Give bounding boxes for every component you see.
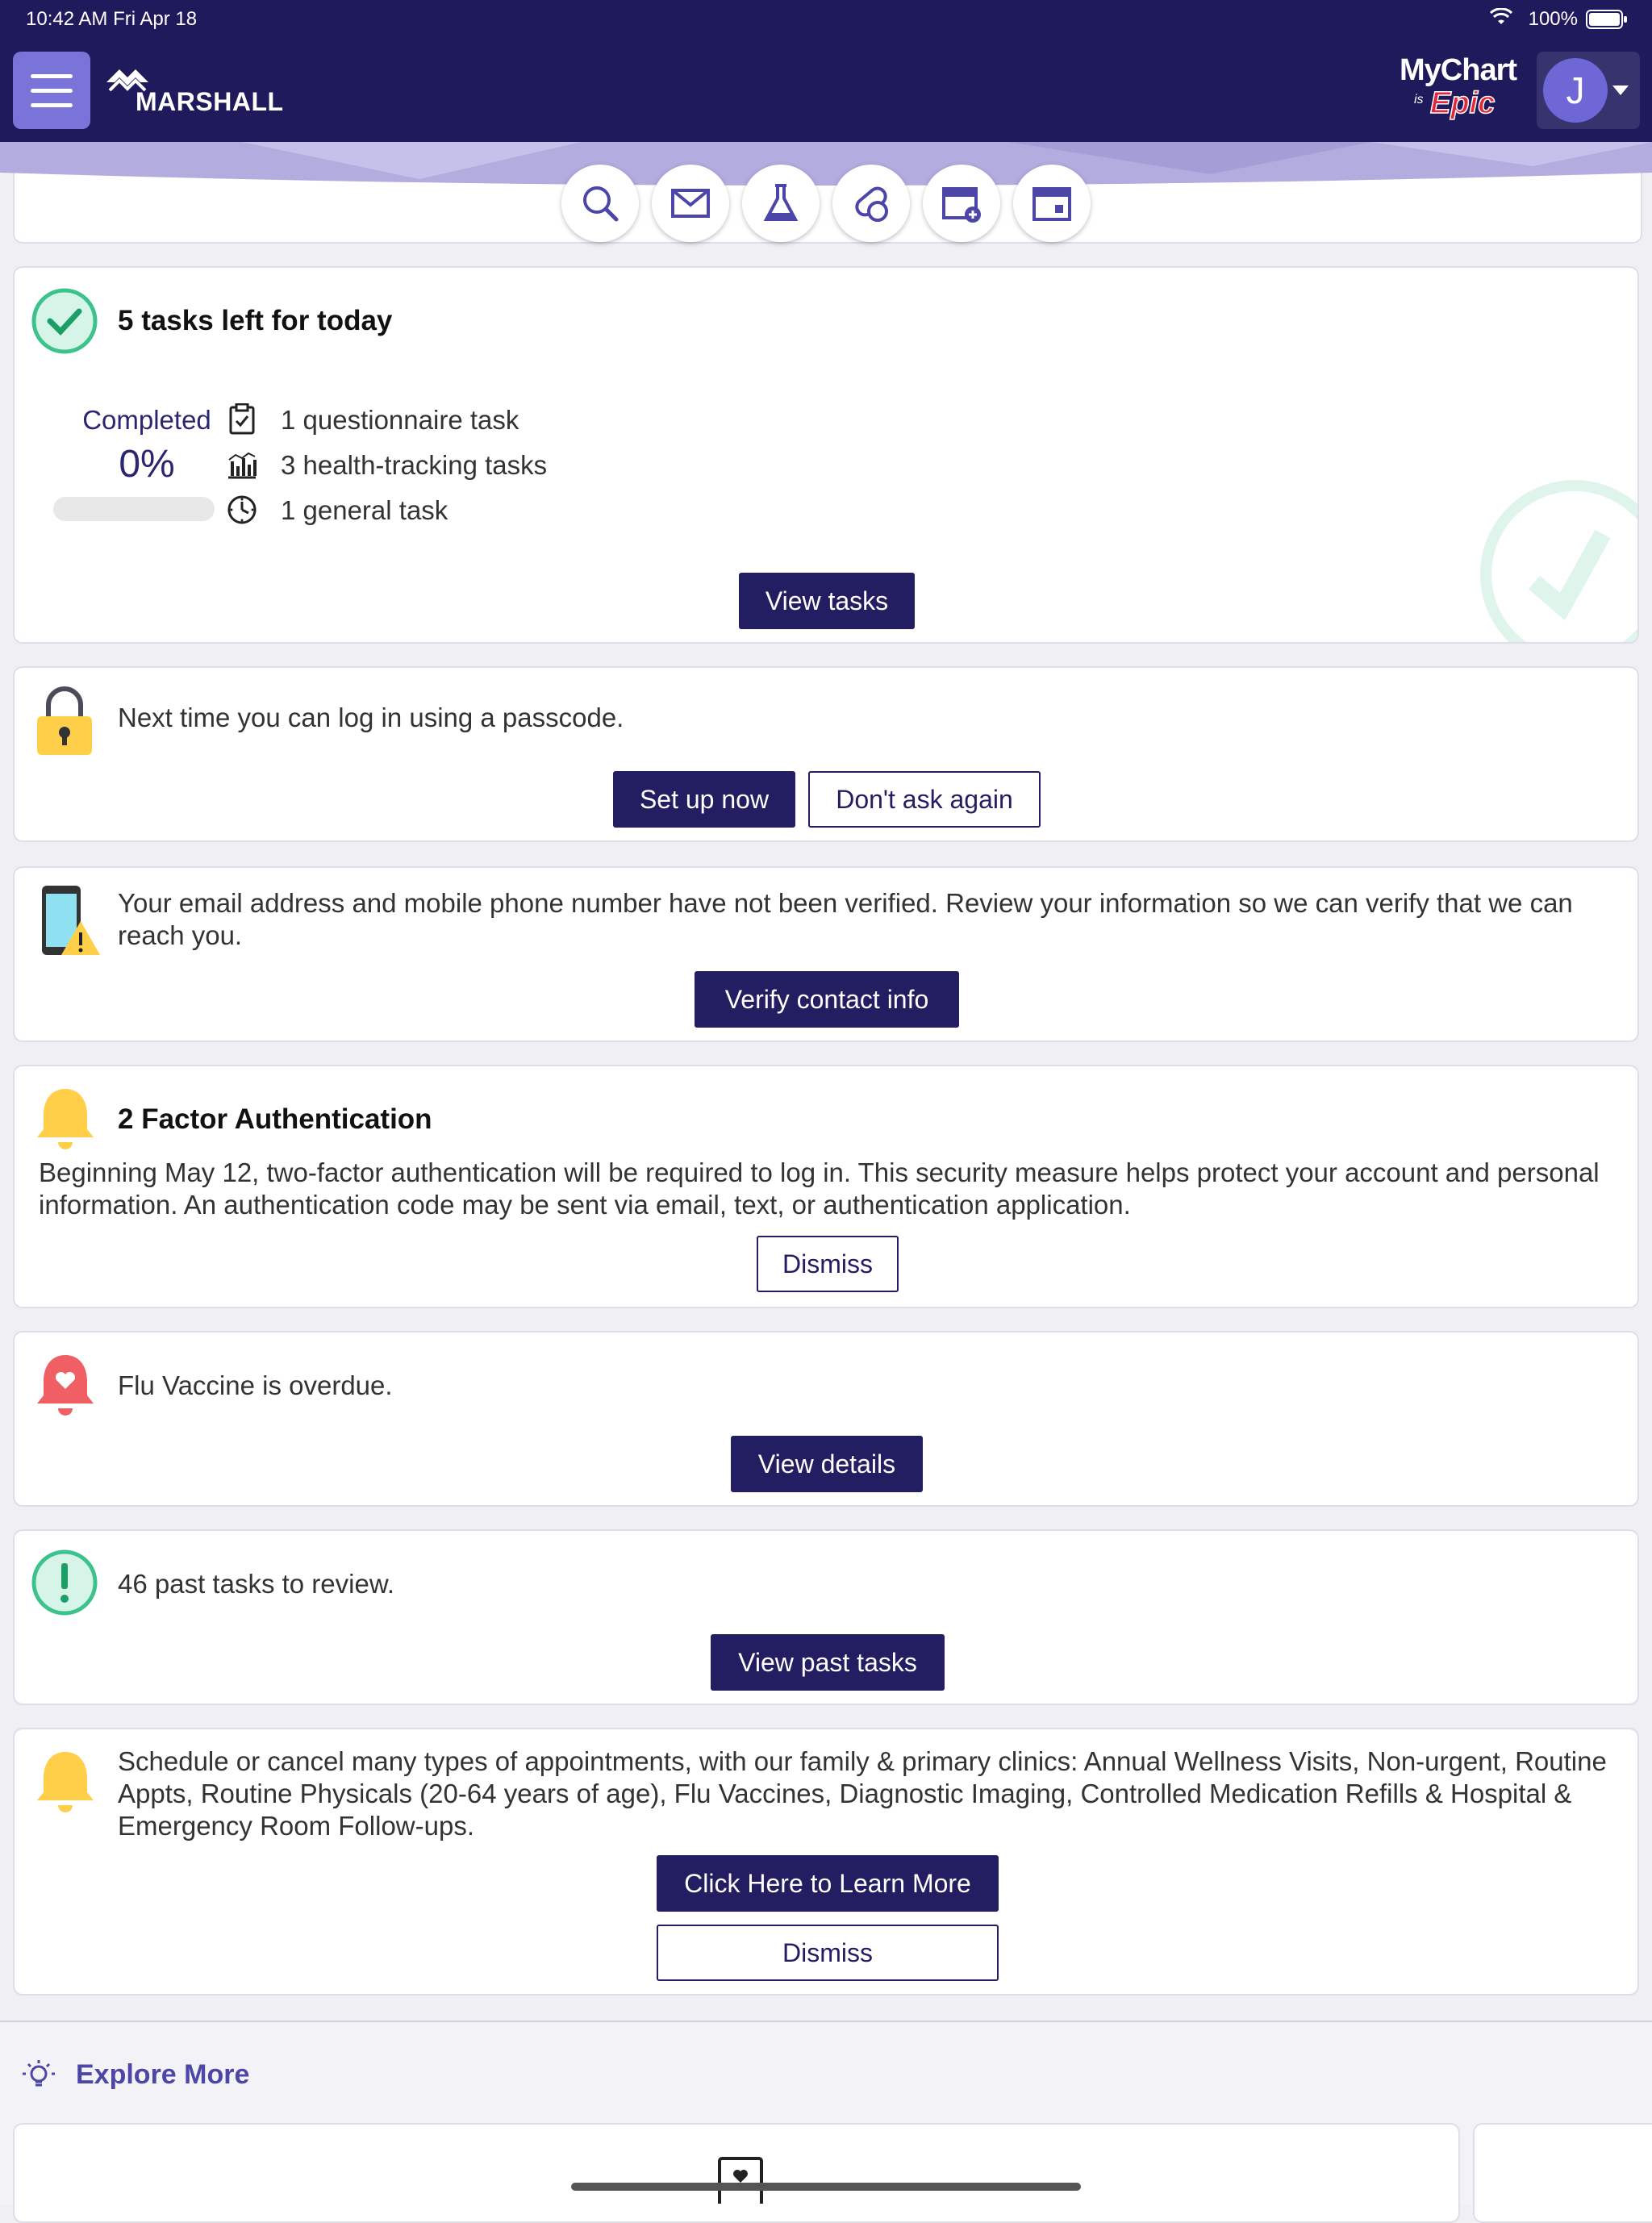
brand-name: MARSHALL (136, 87, 284, 116)
passcode-text: Next time you can log in using a passcode. (118, 703, 624, 732)
bell-icon (31, 1747, 100, 1816)
task-item-questionnaire (281, 405, 519, 436)
status-time: 10:42 AM Fri Apr 18 (26, 8, 198, 30)
pill-icon (850, 182, 892, 224)
lightbulb-icon (21, 2058, 56, 2093)
task-item-health-tracking (281, 450, 547, 481)
banner-background (0, 142, 1652, 247)
home-indicator (571, 2183, 1081, 2191)
explore-card[interactable] (13, 2123, 1460, 2223)
past-tasks-text: 46 past tasks to review. (118, 1569, 395, 1599)
schedule-info-card (13, 1728, 1639, 1996)
view-past-tasks-button[interactable]: View past tasks (711, 1634, 945, 1691)
mychart-epic-logo (1400, 53, 1516, 120)
tasks-card (13, 266, 1639, 644)
passcode-card (13, 666, 1639, 842)
completed-label: Completed (82, 405, 211, 435)
heart-document-icon (716, 2155, 765, 2204)
flu-vaccine-card (13, 1331, 1639, 1507)
two-factor-card (13, 1065, 1639, 1308)
medications-button[interactable] (832, 165, 910, 242)
calendar-add-icon (941, 182, 982, 224)
chart-icon (226, 450, 258, 479)
battery-icon (1586, 10, 1628, 35)
task-item-label: 1 general task (281, 495, 448, 525)
view-tasks-button[interactable]: View tasks (739, 573, 915, 629)
dismiss-two-factor-button[interactable]: Dismiss (757, 1236, 899, 1292)
view-details-button[interactable]: View details (731, 1436, 923, 1492)
mail-icon (670, 182, 711, 224)
check-circle-icon (31, 287, 98, 355)
exclamation-circle-icon (31, 1549, 98, 1616)
schedule-text: Schedule or cancel many types of appointments, with our family & primary clinics: Annual Wellness Visits, Non-urgent, Routine Appts, Routine Physicals (20-64 years of age), Flu Vaccines, Diagnostic Imaging, Controlled Medication Refills & Hospital & Emergency Room Follow-ups. (118, 1746, 1607, 1841)
test-results-button[interactable] (742, 165, 820, 242)
search-button[interactable] (561, 165, 639, 242)
bell-icon (31, 1084, 100, 1153)
learn-more-button[interactable]: Click Here to Learn More (657, 1855, 999, 1912)
task-item-general (281, 495, 448, 526)
check-watermark-icon (1470, 469, 1639, 644)
calendar-icon (1031, 182, 1073, 224)
verify-text: Your email address and mobile phone number have not been verified. Review your information so we can verify that we can reach you. (118, 888, 1573, 950)
chevron-down-icon (1612, 86, 1629, 95)
menu-icon (31, 74, 73, 78)
wifi-icon (1489, 8, 1513, 33)
tasks-title: 5 tasks left for today (118, 305, 393, 336)
menu-button[interactable] (13, 52, 90, 129)
account-switcher[interactable] (1537, 52, 1640, 129)
task-item-label: 1 questionnaire task (281, 405, 519, 435)
two-factor-title: 2 Factor Authentication (118, 1103, 432, 1135)
clipboard-check-icon (227, 403, 257, 436)
messages-button[interactable] (652, 165, 729, 242)
status-bar (0, 0, 1652, 39)
avatar: J (1543, 58, 1608, 123)
flu-vaccine-text: Flu Vaccine is overdue. (118, 1370, 393, 1400)
past-tasks-card (13, 1529, 1639, 1705)
bell-heart-icon (31, 1350, 100, 1420)
phone-warning-icon (39, 882, 103, 958)
set-up-now-button[interactable]: Set up now (613, 771, 795, 828)
progress-bar (53, 497, 215, 521)
epic-text: Epic (1430, 86, 1496, 120)
battery-percent: 100% (1528, 8, 1578, 30)
dismiss-schedule-button[interactable]: Dismiss (657, 1925, 999, 1981)
explore-more-title[interactable]: Explore More (76, 2059, 250, 2090)
lock-icon (34, 686, 95, 758)
timer-icon (227, 494, 257, 525)
completed-value: 0% (119, 443, 175, 486)
dont-ask-again-button[interactable]: Don't ask again (808, 771, 1041, 828)
is-text: is (1414, 93, 1424, 106)
flask-icon (760, 182, 802, 224)
mychart-text: MyChart (1400, 53, 1517, 87)
app-header (0, 39, 1652, 142)
task-item-label: 3 health-tracking tasks (281, 450, 548, 480)
schedule-appointment-button[interactable] (923, 165, 1000, 242)
verify-contact-info-button[interactable]: Verify contact info (695, 971, 959, 1028)
appointments-button[interactable] (1013, 165, 1091, 242)
two-factor-text: Beginning May 12, two-factor authentication will be required to log in. This security measure helps protect your account and personal information. An authentication code may be sent via email, text, or authentication application. (39, 1157, 1600, 1220)
explore-card[interactable] (1473, 2123, 1652, 2223)
verify-contact-card (13, 866, 1639, 1042)
search-icon (579, 182, 621, 224)
